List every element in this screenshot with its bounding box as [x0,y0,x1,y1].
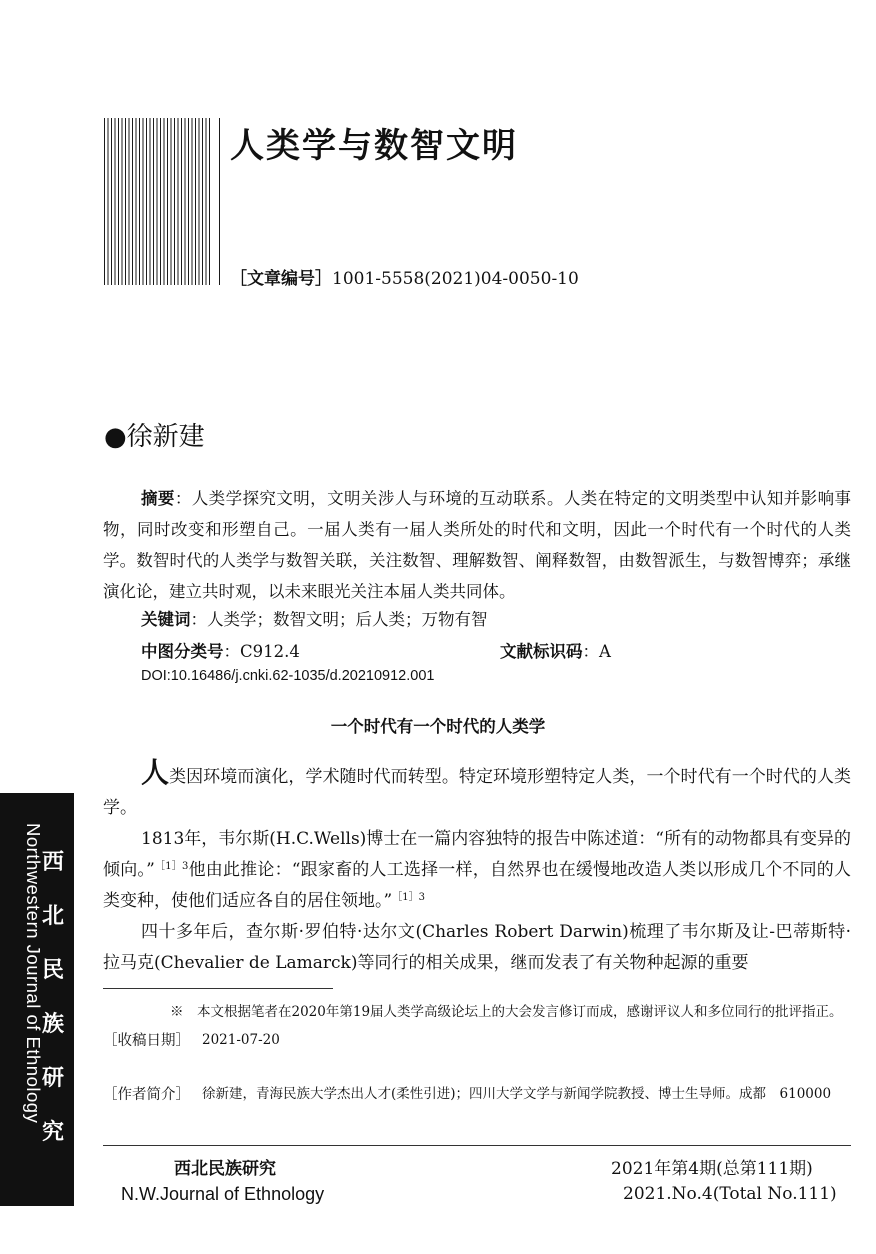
keywords [141,606,488,630]
side-char: 民 [41,957,64,983]
journal-name-zh: 西北民族研究 [174,1159,276,1179]
abstract-text: ：人类学探究文明，文明关涉人与环境的互动联系。人类在特定的文明类型中认知并影响事物，同时改变和形塑自己。一届人类有一届人类所处的时代和文明，因此一个时代有一个时代的人类学。数智时代的人类学与数智关联，关注数智、理解数智、阐释数智，由数智派生，与数智博弈；承继演化论，建立共时观，以未来眼光关注本届人类共同体。 [103,489,852,601]
footnote-note: ※ 本文根据笔者在2020年第19届人类学高级论坛上的大会发言修订而成，感谢评议人和多位同行的批评指正。 [170,1004,843,1020]
side-char: 西 [41,849,64,875]
article-number-label: ［文章编号］ [230,269,332,289]
document-code-label: 文献标识码 [500,642,583,661]
paragraph-1 [103,756,851,824]
side-char: 究 [41,1119,64,1145]
paragraph-2 [103,824,851,917]
article-title: 人类学与数智文明 [230,126,518,166]
drop-cap: 人 [141,756,170,789]
classification [141,638,300,662]
document-code-value: ：A [582,642,611,661]
issue-en: 2021.No.4(Total No.111) [623,1184,837,1204]
doi: DOI:10.16486/j.cnki.62-1035/d.20210912.001 [141,668,435,684]
author-bio-label: ［作者简介］ [103,1087,190,1103]
issue-zh: 2021年第4期(总第111期) [611,1159,813,1179]
side-tab-english-title: Northwestern Journal of Ethnology [23,823,44,1124]
side-char: 族 [41,1011,64,1037]
side-char: 北 [41,903,64,929]
paragraph-1-text: 类因环境而演化，学术随时代而转型。特定环境形塑特定人类，一个时代有一个时代的人类学。 [103,767,851,818]
keywords-text: ：人类学；数智文明；后人类；万物有智 [190,610,488,629]
received-date: 2021-07-20 [202,1032,280,1048]
author-name: ●徐新建 [104,422,205,452]
side-char: 研 [41,1065,64,1091]
classification-label: 中图分类号 [141,642,224,661]
abstract [103,483,851,607]
paragraph-3: 四十多年后，查尔斯·罗伯特·达尔文(Charles Robert Darwin)梳理了韦尔斯及让-巴蒂斯特·拉马克(Chevalier de Lamarck)等同行的相关成果，继而发表了有关物种起源的重要 [103,922,851,973]
abstract-label: 摘要 [141,489,175,508]
side-tab-chinese-title [38,835,68,1159]
title-stripe-decoration [104,118,210,285]
author-bio: 徐新建，青海民族大学杰出人才(柔性引进)；四川大学文学与新闻学院教授、博士生导师。成都 610000 [202,1086,832,1102]
keywords-label: 关键词 [141,610,191,629]
received-date-label: ［收稿日期］ [103,1033,190,1049]
article-number-value: 1001-5558(2021)04-0050-10 [332,269,579,289]
document-code [500,638,611,662]
citation-ref: ［1］3 [392,892,425,903]
article-number [230,264,579,289]
footnote-rule [103,988,333,989]
citation-ref: ［1］3 [154,861,189,872]
journal-name-en: N.W.Journal of Ethnology [121,1184,325,1204]
footer-rule [103,1145,851,1146]
body-text [103,756,851,979]
classification-value: ：C912.4 [223,642,300,661]
section-heading: 一个时代有一个时代的人类学 [330,717,546,736]
title-divider-line [219,118,220,285]
paragraph-2-text-a: 1813年，韦尔斯(H.C.Wells)博士在一篇内容独特的报告中陈述道：“所有的动物都具有变异的倾向。” [103,829,851,880]
paragraph-2-text-b: 他由此推论：“跟家畜的人工选择一样，自然界也在缓慢地改造人类以形成几个不同的人类变种，使他们适应各自的居住领地。” [103,860,851,911]
